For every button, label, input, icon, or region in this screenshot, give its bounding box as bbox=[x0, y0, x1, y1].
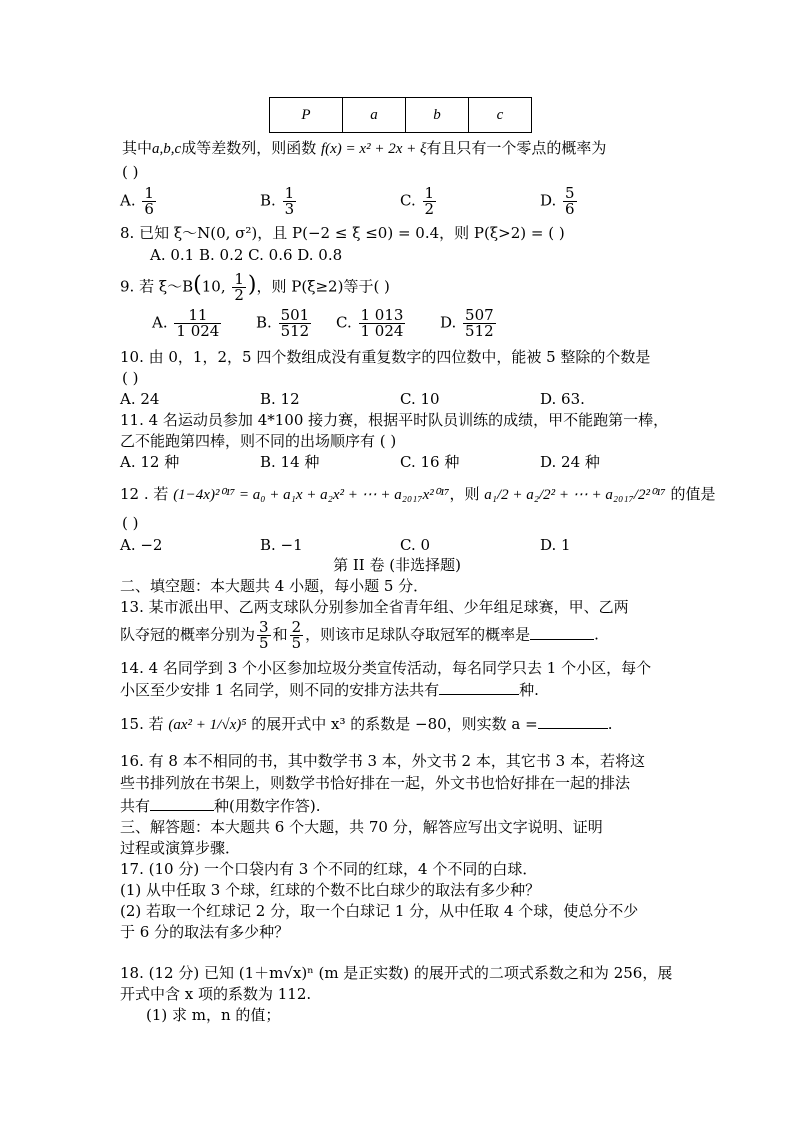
q7-option-d bbox=[540, 186, 579, 217]
option-label: D. bbox=[540, 191, 557, 210]
q13-line2 bbox=[120, 620, 599, 651]
q15-end: . bbox=[607, 715, 613, 733]
denominator: 2 bbox=[234, 286, 244, 304]
option-label: B. bbox=[260, 191, 276, 210]
fraction bbox=[279, 308, 312, 339]
part2-title: 第 II 卷 (非选择题) bbox=[333, 556, 461, 574]
denominator: 6 bbox=[144, 200, 154, 218]
numerator: 1 bbox=[234, 270, 244, 288]
q10-option-b: B. 12 bbox=[260, 390, 300, 408]
answer-blank bbox=[150, 796, 214, 811]
numerator: 11 bbox=[174, 308, 221, 324]
section3-heading-line1: 三、解答题：本大题共 6 个大题，共 70 分，解答应写出文字说明、证明 bbox=[120, 818, 603, 836]
q13-and: 和 bbox=[272, 625, 288, 644]
q12-paren: ( ) bbox=[122, 514, 139, 532]
fraction bbox=[359, 308, 406, 339]
table-row bbox=[270, 98, 532, 133]
q17-line1: 17. (10 分) 一个口袋内有 3 个不同的红球，4 个不同的白球． bbox=[120, 860, 538, 878]
section3-heading-line2: 过程或演算步骤． bbox=[120, 839, 241, 857]
q13-text-b: ，则该市足球队夺取冠军的概率是 bbox=[305, 625, 531, 644]
q9-option-a bbox=[152, 308, 223, 339]
q12-option-a: A. −2 bbox=[120, 536, 163, 554]
numerator: 5 bbox=[565, 184, 575, 202]
q9-param: 10, bbox=[201, 277, 231, 296]
q12-sum: a₁/2 + a₂/2² + ⋯ + a₂₀₁₇/2²⁰¹⁷ bbox=[484, 487, 666, 503]
denominator: 1 024 bbox=[176, 322, 220, 340]
q11-option-c: C. 16 种 bbox=[400, 453, 460, 471]
q12-option-d: D. 1 bbox=[540, 536, 571, 554]
numerator: 1 013 bbox=[360, 306, 404, 324]
numerator: 1 bbox=[424, 184, 435, 202]
q12-text-a: 12 . 若 bbox=[120, 485, 169, 503]
fraction bbox=[423, 186, 437, 217]
q13-text-a: 队夺冠的概率分别为 bbox=[120, 625, 256, 644]
numerator: 2 bbox=[291, 618, 302, 636]
q9-option-c bbox=[336, 308, 407, 339]
q14-line1: 14. 4 名同学到 3 个小区参加垃圾分类宣传活动，每名同学只去 1 个小区，每个 bbox=[120, 659, 652, 677]
table-cell: P bbox=[270, 98, 343, 133]
q7-text-a: 其中 bbox=[122, 139, 153, 157]
q17-line3: (2) 若取一个红球记 2 分，取一个白球记 1 分，从中任取 4 个球，使总分不少 bbox=[120, 902, 639, 920]
option-label: A. bbox=[120, 191, 136, 210]
table-cell: a bbox=[343, 98, 406, 133]
denominator: 5 bbox=[291, 634, 302, 652]
option-label: A. bbox=[152, 313, 168, 332]
q18-line2: 开式中含 x 项的系数为 112. bbox=[120, 985, 312, 1003]
numerator: 1 bbox=[284, 184, 295, 202]
q16-text-a: 共有 bbox=[120, 797, 151, 815]
q14-text-a: 小区至少安排 1 名同学，则不同的安排方法共有 bbox=[120, 681, 440, 699]
q16-line1: 16. 有 8 本不相同的书，其中数学书 3 本，外文书 2 本，其它书 3 本，若将这 bbox=[120, 752, 645, 770]
q11-option-d: D. 24 种 bbox=[540, 453, 600, 471]
q7-option-c bbox=[400, 186, 438, 217]
q9-option-b bbox=[256, 308, 313, 339]
q17-line4: 于 6 分的取法有多少种？ bbox=[120, 923, 290, 941]
q8-stem: 8. 已知 ξ～N(0, σ²)，且 P(−2 ≤ ξ ≤0) = 0.4，则 P(ξ>2) = ( ) bbox=[120, 224, 565, 242]
fraction bbox=[283, 186, 297, 217]
q12-text-b: ，则 bbox=[449, 485, 480, 503]
table-cell: c bbox=[469, 98, 532, 133]
q10-option-a: A. 24 bbox=[120, 390, 160, 408]
q16-text-b: 种(用数字作答). bbox=[214, 797, 321, 815]
q11-option-a: A. 12 种 bbox=[120, 453, 180, 471]
q10-stem: 10. 由 0，1，2，5 四个数组成没有重复数字的四位数中，能被 5 整除的个数是 bbox=[120, 348, 651, 366]
numerator: 501 bbox=[280, 306, 310, 324]
fraction bbox=[463, 308, 496, 339]
denominator: 512 bbox=[465, 322, 494, 340]
q12-stem bbox=[120, 485, 715, 504]
denominator: 512 bbox=[280, 322, 310, 340]
option-label: C. bbox=[400, 191, 416, 210]
q18-line3: (1) 求 m，n 的值； bbox=[146, 1006, 281, 1024]
q15-binomial: (ax² + 1/√x)⁵ bbox=[168, 717, 247, 733]
q9-stem: 9. 若 ξ～B(10, $\frac{1}{2}$ )，则 P(ξ≥2)等于( ) bbox=[120, 270, 390, 304]
q10-paren: ( ) bbox=[122, 369, 139, 387]
q7-function: f(x) = x² + 2x + ξ bbox=[320, 141, 427, 157]
answer-blank bbox=[439, 680, 519, 695]
distribution-table bbox=[269, 97, 532, 133]
q11-option-b: B. 14 种 bbox=[260, 453, 320, 471]
q14-text-b: 种. bbox=[519, 681, 539, 699]
table-cell: b bbox=[406, 98, 469, 133]
fraction bbox=[232, 272, 246, 303]
q15-text-b: 的展开式中 x³ 的系数是 −80，则实数 a = bbox=[251, 715, 538, 733]
q7-paren: ( ) bbox=[122, 163, 139, 181]
q7-abc: a,b,c bbox=[152, 141, 182, 157]
fraction bbox=[257, 620, 271, 651]
q11-line2: 乙不能跑第四棒，则不同的出场顺序有 ( ) bbox=[120, 432, 397, 450]
fraction bbox=[142, 186, 156, 217]
q15-text-a: 15. 若 bbox=[120, 715, 164, 733]
fraction bbox=[563, 186, 577, 217]
q9-text-a: 9. 若 ξ～B bbox=[120, 277, 194, 296]
q14-line2 bbox=[120, 680, 539, 699]
denominator: 3 bbox=[284, 200, 295, 218]
q16-line3 bbox=[120, 796, 321, 815]
q15-stem bbox=[120, 714, 613, 734]
q8-options: A. 0.1 B. 0.2 C. 0.6 D. 0.8 bbox=[150, 246, 343, 264]
q13-line1: 13. 某市派出甲、乙两支球队分别参加全省青年组、少年组足球赛，甲、乙两 bbox=[120, 598, 629, 616]
q13-end: . bbox=[594, 625, 599, 644]
q7-text-c: 有且只有一个零点的概率为 bbox=[426, 139, 607, 157]
q9-text-b: ，则 P(ξ≥2)等于( ) bbox=[256, 277, 390, 296]
numerator: 1 bbox=[144, 184, 154, 202]
numerator: 3 bbox=[259, 618, 269, 636]
q12-option-b: B. −1 bbox=[260, 536, 303, 554]
q9-option-d bbox=[440, 308, 498, 339]
section2-heading: 二、填空题：本大题共 4 小题，每小题 5 分． bbox=[120, 577, 429, 595]
option-label: B. bbox=[256, 313, 272, 332]
fraction bbox=[174, 308, 221, 339]
q7-option-b bbox=[260, 186, 298, 217]
q12-text-c: 的值是 bbox=[670, 485, 716, 503]
q10-option-c: C. 10 bbox=[400, 390, 440, 408]
q7-option-a bbox=[120, 186, 158, 217]
q17-line2: (1) 从中任取 3 个球，红球的个数不比白球少的取法有多少种？ bbox=[120, 881, 541, 899]
q18-line1: 18. (12 分) 已知 (1＋m√x)ⁿ (m 是正实数) 的展开式的二项式系数之和为 256，展 bbox=[120, 964, 673, 982]
q16-line2: 些书排列放在书架上，则数学书恰好排在一起，外文书也恰好排在一起的排法 bbox=[120, 774, 631, 792]
q11-line1: 11. 4 名运动员参加 4*100 接力赛，根据平时队员训练的成绩，甲不能跑第一棒， bbox=[120, 411, 669, 429]
answer-blank bbox=[530, 625, 594, 640]
q7-text-b: 成等差数列，则函数 bbox=[181, 139, 317, 157]
answer-blank bbox=[538, 714, 608, 729]
option-label: D. bbox=[440, 313, 457, 332]
fraction bbox=[290, 620, 304, 651]
q12-expansion: (1−4x)²⁰¹⁷ = a₀ + a₁x + a₂x² + ⋯ + a₂₀₁₇x²⁰¹⁷ bbox=[173, 487, 450, 503]
denominator: 5 bbox=[259, 634, 269, 652]
numerator: 507 bbox=[465, 306, 494, 324]
option-label: C. bbox=[336, 313, 352, 332]
q7-stem bbox=[122, 139, 606, 158]
denominator: 6 bbox=[565, 200, 575, 218]
denominator: 2 bbox=[424, 200, 435, 218]
q12-option-c: C. 0 bbox=[400, 536, 431, 554]
denominator: 1 024 bbox=[360, 322, 404, 340]
q10-option-d: D. 63. bbox=[540, 390, 585, 408]
